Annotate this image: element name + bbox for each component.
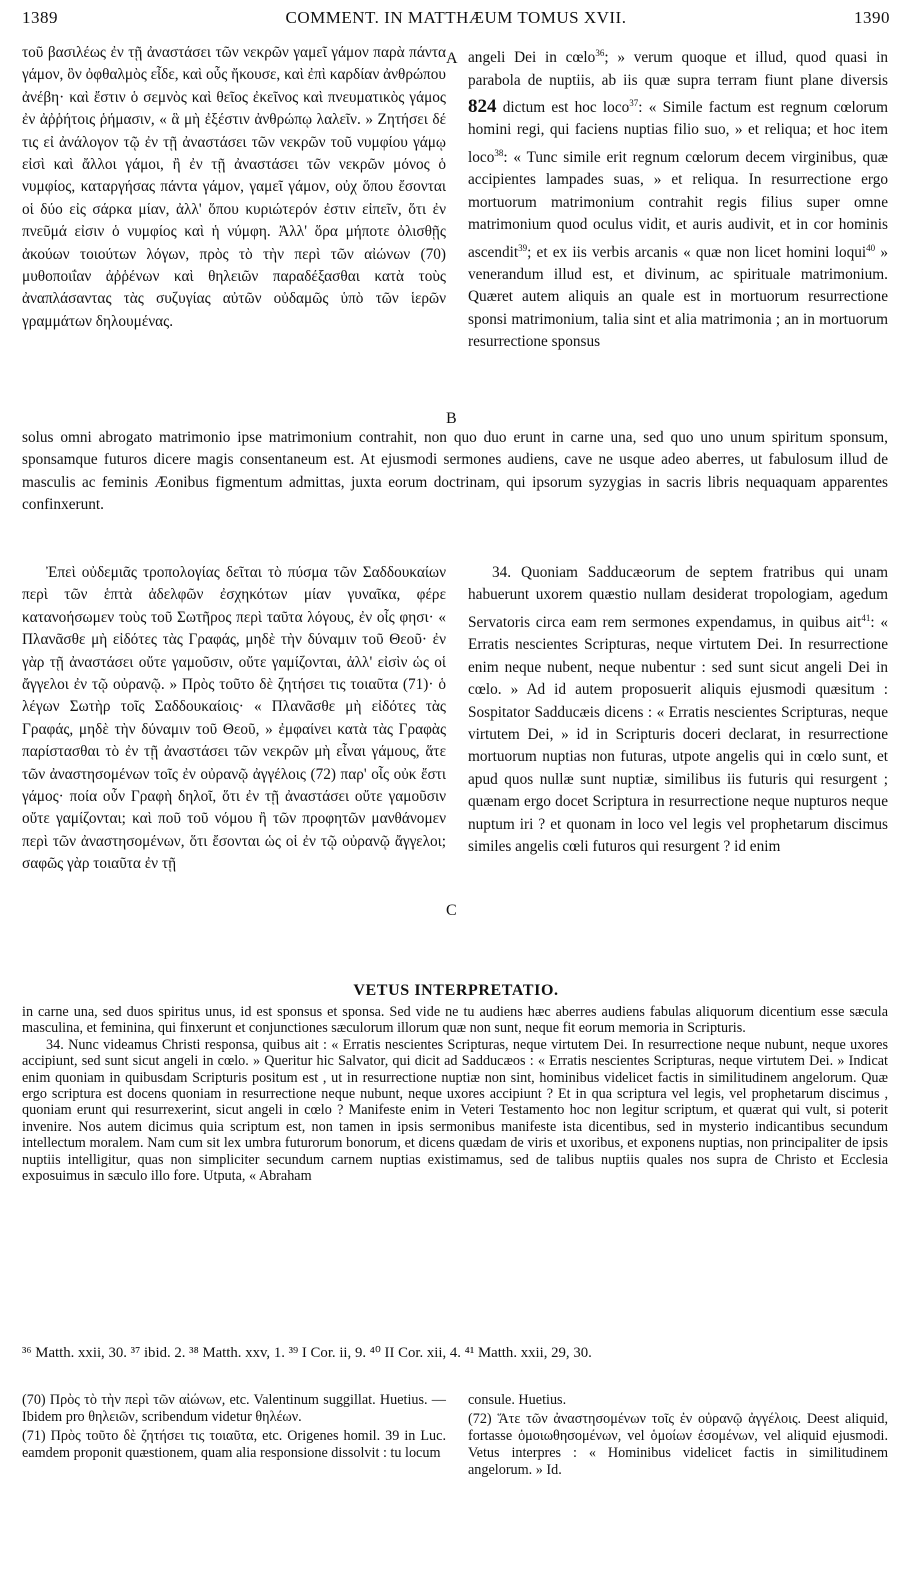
greek-paragraph-bottom: Ἐπεὶ οὐδεμιᾶς τροπολογίας δεῖται τὸ πύσμα τῶν Σαδδουκαίων περὶ τῶν ἑπτὰ ἀδελφῶν ἐσχηκότων μίαν γυναῖκα, φέρε κατανοήσωμεν τοὺς τοῦ Σωτῆρος περὶ ταῦτα λόγους, ἐν οἷς φησι· « Πλανᾶσθε μὴ εἰδότες τὰς Γραφάς, μηδὲ τὴν δύναμιν τοῦ Θεοῦ· ἐν γὰρ τῇ ἀναστάσει οὔτε γαμοῦσιν, οὔτε γαμίζονται, ἀλλ' εἰσὶν ὡς οἱ ἄγγελοι ἐν τῷ οὐρανῷ. » Πρὸς τοῦτο δὲ ζητήσει τις τοιαῦτα (71)· ὁ λέγων Σωτὴρ τοῖς Σαδδουκαίοις· « Πλανᾶσθε μὴ εἰδότες τὰς Γραφάς, μηδὲ τὴν δύναμιν τοῦ Θεοῦ, » ἐμφαίνει κατὰ τὰς Γραφὰς παρίστασθαι τὸ ἐν τῇ ἀναστάσει τῶν νεκρῶν μὴ εἶναι γάμους, ἅτε τῶν ἀναστησομένων τοῖς ἐν οὐρανῷ ἀγγέλοις (72) παρ' οἷς οὐκ ἔστι γάμος· ποία οὖν Γραφὴ δηλοῖ, ὅτι ἐν τῇ ἀναστάσει οὔτε γαμοῦσιν οὔτε γαμίζονται; καὶ ποῦ τοῦ νόμου ἢ τῶν προφητῶν μανθάνομεν περὶ τῶν ἀναστησομένων, ὅτι ἔσονται ὡς οἱ ἐν τῷ οὐρανῷ ἄγγελοι; σαφῶς γὰρ τοιαῦτα ἐν τῇ xyxy=(22,564,446,873)
editor-notes-left xyxy=(22,1392,446,1464)
vetus-paragraph-2: 34. Nunc videamus Christi responsa, quibus ait : « Erratis nescientes Scripturas, neque virtutem Dei. In resurrectione neque nubunt, neque uxores accipiunt, sed sunt sicut angeli in cœlo. » Queritur hic Salvator, qui dicit ad Sadducæos : « Erratis nescientes Scripturas, neque virtutem Dei. » Indicat enim quoniam in quibusdam Scripturis positum est , ut in resurrectione nuptiæ non sint, hominibus videlicet factis in similitudinem angelorum. Quæ ergo scriptura est docens quoniam in resurrectione neque nubunt, neque uxores accipiunt ? Et in qua scriptura vel legis, vel prophetarum discimus , quoniam erunt qui resurrexerint, sicut angeli in cœlo ? Manifeste enim in Veteri Testamento hoc non legitur scriptum, et quærat qui vult, si poterit invenire. Nos autem dicimus quia scriptum est, non tamen in ipsis sermonibus manifeste ista dicentibus, sed in mysterio indicantibus secundum intellectum moralem. Nam cum sit lex umbra futurorum bonorum, et dicens quædam de viris et uxoribus, et exponens nuptias, non principaliter de ipsis nuptiis intelligitur, quas non simpliciter secundum carnem nuptias existimamus, sed de talibus nuptiis quales nos supra de Christo et Ecclesia exposuimus in sæculo illo fore. Utputa, « Abraham xyxy=(22,1036,888,1185)
scripture-footnotes: ³⁶ Matth. xxii, 30. ³⁷ ibid. 2. ³⁸ Matth. xxv, 1. ³⁹ I Cor. ii, 9. ⁴⁰ II Cor. xii, 4. ⁴¹ Matth. xxii, 29, 30. xyxy=(22,1345,592,1361)
note-71-continued: consule. Huetius. xyxy=(468,1392,567,1408)
note-71: (71) Πρὸς τοῦτο δὲ ζητήσει τις τοιαῦτα, etc. Origenes homil. 39 in Luc. eamdem proponit quæstionem, quam alia responsione dissolvit : tu locum xyxy=(22,1428,446,1461)
note-70: (70) Πρὸς τὸ τὴν περὶ τῶν αἰώνων, etc. Valentinum suggillat. Huetius. — Ibidem pro θηλειῶν, scribendum videtur θηλέων. xyxy=(22,1392,446,1425)
latin-column-bottom xyxy=(468,562,888,858)
greek-column-bottom xyxy=(22,562,446,876)
greek-column-top xyxy=(22,42,446,446)
margin-marker-b: B xyxy=(446,410,457,427)
greek-paragraph-top: τοῦ βασιλέως ἐν τῇ ἀναστάσει τῶν νεκρῶν γαμεῖ γάμον παρὰ πάντα γάμον, ὃν ὀφθαλμὸς εἶδε, καὶ οὖς ἤκουσε, καὶ ἐπὶ καρδίαν ἀνθρώπου ἀνέβη· καὶ ἔστιν ὁ σεμνὸς καὶ θεῖος ἐκεῖνος καὶ πνευματικὸς γάμος ἐν ἀῤῥήτοις ῥήμασιν, « ἃ μὴ ἐξέστιν ἀνθρώπῳ λαλεῖν. » Ζητήσει δέ τις εἰ ἀνάλογον τῷ ἐν τῇ ἀναστάσει τῶν νεκρῶν τοῦ νυμφίου γάμῳ εἰσὶ καὶ ἄλλοι γάμοι, ἢ ἐν τῇ ἀναστάσει τῶν νεκρῶν μόνος ὁ νυμφίος, καταργήσας πάντα γάμον, γαμεῖ γάμον, οὐχ ὅπου ἔσονται οἱ δύο εἰς σάρκα μίαν, ἀλλ' ὅπου κυριώτερόν ἐστιν εἰπεῖν, ὅτι ἐν πνεῦμά εἰσιν ὁ νυμφίος καὶ ἡ νύμφη. Ἀλλ' ὅρα μήποτε ὀλισθῇς ἀκούων τοιούτων λόγων, πρὸς τὸ τὴν περὶ τῶν αἰώνων (70) μυθοποιΐαν ἀῤῥένων καὶ θηλειῶν παραδέξασθαι κατὰ τοὺς ἀναπλάσαντας τὰς συζυγίας αὐτῶν οὐδαμῶς ὑπὸ τῶν ἱερῶν γραμμάτων δηλουμένας. xyxy=(22,44,446,330)
left-page-number: 1389 xyxy=(22,8,58,27)
margin-marker-c: C xyxy=(446,902,457,919)
vetus-interpretatio-text xyxy=(22,1004,888,1184)
editor-notes-right xyxy=(468,1392,888,1481)
right-page-number: 1390 xyxy=(854,8,890,27)
note-72: (72) Ἅτε τῶν ἀναστησομένων τοῖς ἐν οὐρανῷ ἀγγέλοις. Deest aliquid, fortasse ὁμοιωθησομένων, vel ὁμοίων ἐσομένων, vel aliquid ejusmodi. Vetus interpres : « Hominibus videlicet factis in similitudinem angelorum. » Id. xyxy=(468,1411,888,1478)
vetus-paragraph-1: in carne una, sed duos spiritus unus, id est sponsus et sponsa. Sed vide ne tu audiens hæc aberres audiens fabulas aliquorum dicentium esse sæcula masculina, et feminina, qui finxerunt et conjunctiones sæculorum illorum quæ non sunt, neque fit eorum memoria in Scripturis. xyxy=(22,1004,888,1037)
latin-full-width-paragraph: solus omni abrogato matrimonio ipse matrimonium contrahit, non quo duo erunt in carne una, sed quo uno unum spiritum sponsum, sponsamque futuros dicere magis consentaneum est. At ejusmodi sermones audiens, cave ne usque adeo aberres, ut fabulosum illud de masculis ac feminis Æonibus figmentum admittas, juxta eorum doctrinam, qui ipsorum syzygias in sacris libris nequaquam apparentes confinxerunt. xyxy=(22,429,888,514)
margin-marker-a: A xyxy=(446,50,458,67)
latin-paragraph-top: angeli Dei in cœlo$^{36}$; » verum quoque et illud, quod quasi in parabola de nuptiis, ab iis quæ supra terram fiunt plane diversis 824 dictum est hoc loco$^{37}$: « Simile factum est regnum cœlorum homini regi, qui faciens nuptias filio suo, » et reliqua; et hoc item loco$^{38}$: « Tunc simile erit regnum cœlorum decem virginibus, quæ accipientes lampades suas, » et reliqua. In resurrectione ergo mortuorum matrimonium contrahit regis filius super omne matrimonium quod oculus vidit, et auris audivit, et in cor hominis ascendit$^{39}$; et ex iis verbis arcanis « quæ non licet homini loqui$^{40}$ » venerandum illud est, et divinum, ac spirituale matrimonium. Quæret autem aliquis an quale est in mortuorum resurrectione sponsi matrimonium, talia sint et alia matrimonia ; an in mortuorum resurrectione sponsus xyxy=(468,48,889,351)
running-header xyxy=(22,8,890,34)
section-heading-vetus-interpretatio: VETUS INTERPRETATIO. xyxy=(353,982,559,999)
column-number-824: 824 xyxy=(468,96,497,117)
latin-paragraph-bottom: 34. Quoniam Sadducæorum de septem fratribus qui unam habuerunt uxorem quæstio nullam desiderat tropologiam, agedum Servatoris circa eam rem sermones expendamus, in quibus ait$^{41}$: « Erratis nescientes Scripturas, neque virtutem Dei. In resurrectione enim neque nubent, neque nubentur : sed sunt sicut angeli Dei in cœlo. » Ad id autem proposuerit aliquis ejusmodi quæsitum : Sospitator Sadducæis dicens : « Erratis nescientes Scripturas, neque virtutem Dei, » id in Scripturis doceri declarat, in resurrectione mortuorum nuptias non futuras, utpote angelis qui in cœlo sunt, et apud quos nullæ sunt nuptiæ, similibus iis futuris qui resurgent ; quænam ergo docet Scriptura in resurrectione neque nupturos neque nuptum iri ? et quonam in loco vel legis vel prophetarum discimus similes angelis cœli futuros qui resurgent ? id enim xyxy=(468,564,888,855)
latin-column-top xyxy=(468,42,888,446)
page-title: COMMENT. IN MATTHÆUM TOMUS XVII. xyxy=(285,8,627,27)
